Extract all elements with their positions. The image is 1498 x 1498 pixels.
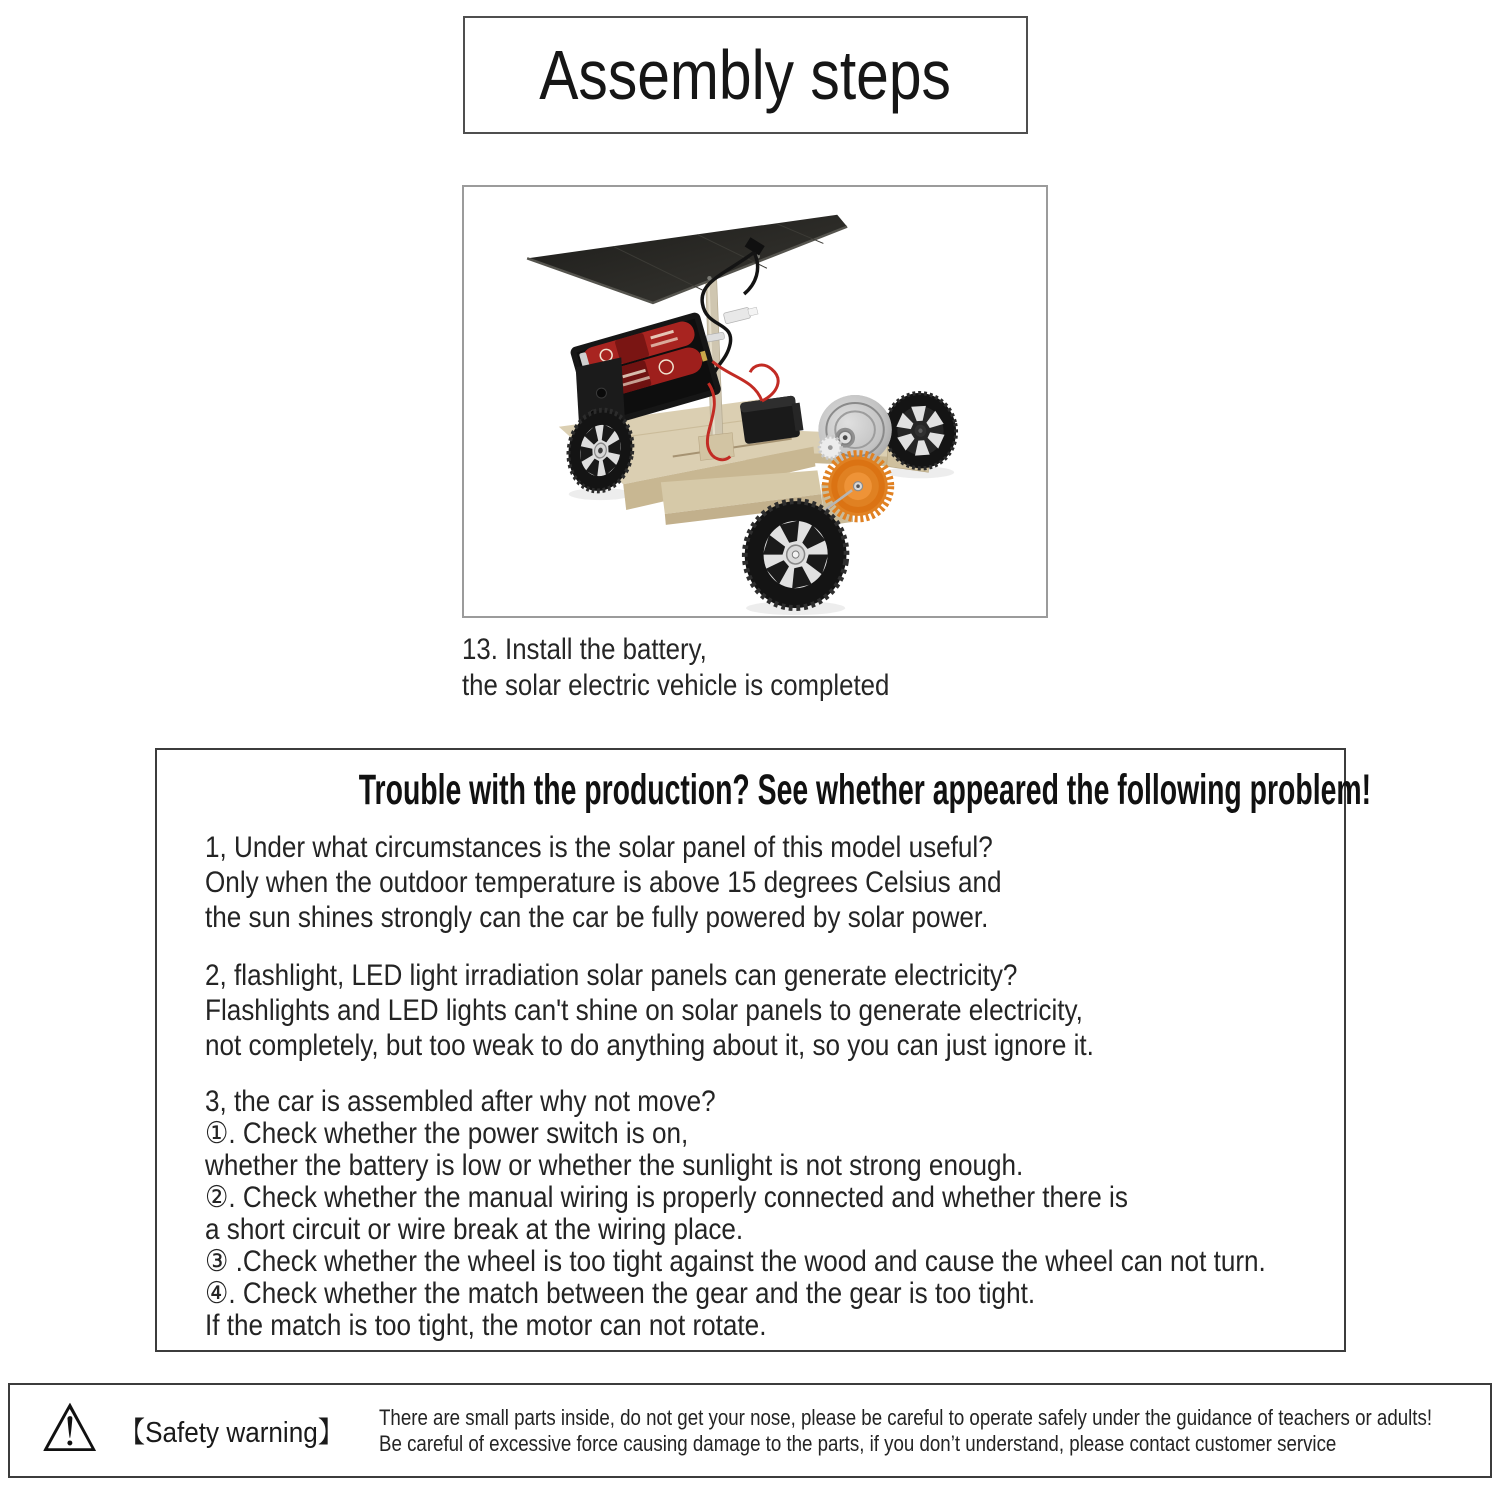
faq-paragraph-2	[205, 958, 1266, 1063]
pinion-gear	[819, 437, 841, 459]
text-line: ①. Check whether the power switch is on,	[205, 1117, 689, 1150]
caption-line: 13. Install the battery,	[462, 633, 707, 666]
safety-warning-bar	[8, 1383, 1492, 1478]
faq-paragraph-1	[205, 830, 1266, 935]
text-line: 1, Under what circumstances is the solar panel of this model useful?	[205, 831, 993, 864]
page-title: Assembly steps	[539, 36, 952, 114]
faq-paragraph-3	[205, 1086, 1266, 1342]
text-line: 2, flashlight, LED light irradiation solar panels can generate electricity?	[205, 959, 1018, 992]
text-line: whether the battery is low or whether the sunlight is not strong enough.	[205, 1149, 1024, 1182]
text-line: a short circuit or wire break at the wiring place.	[205, 1213, 744, 1246]
drive-gear	[825, 454, 890, 519]
text-line: There are small parts inside, do not get your nose, please be careful to operate safely under the guidance of teachers or adults!	[379, 1404, 1433, 1430]
title-box	[463, 16, 1028, 134]
text-line: Be careful of excessive force causing damage to the parts, if you don’t understand, please contact customer service	[379, 1430, 1337, 1456]
text-line: ②. Check whether the manual wiring is properly connected and whether there is	[205, 1181, 1128, 1214]
text-line: If the match is too tight, the motor can not rotate.	[205, 1309, 767, 1342]
step-caption	[462, 632, 889, 704]
text-line: ④. Check whether the match between the gear and the gear is too tight.	[205, 1277, 1036, 1310]
solar-car-illustration	[464, 187, 1046, 616]
text-line: the sun shines strongly can the car be fully powered by solar power.	[205, 901, 989, 934]
caption-line: the solar electric vehicle is completed	[462, 669, 890, 702]
troubleshooting-body	[205, 830, 1266, 1365]
product-photo-frame	[462, 185, 1048, 618]
safety-warning-text	[379, 1405, 1432, 1457]
motor	[740, 395, 805, 444]
text-line: 3, the car is assembled after why not move?	[205, 1085, 716, 1118]
text-line: Only when the outdoor temperature is above 15 degrees Celsius and	[205, 866, 1002, 899]
troubleshooting-box	[155, 748, 1372, 1352]
text-line: ③ .Check whether the wheel is too tight against the wood and cause the wheel can not turn.	[205, 1245, 1266, 1278]
safety-warning-label: 【Safety warning】	[119, 1417, 345, 1449]
warning-triangle-icon: ⚠	[40, 1389, 100, 1467]
holder-detail	[596, 388, 606, 398]
troubleshooting-heading: Trouble with the production? See whether appeared the following problem!	[358, 766, 1372, 814]
red-wire	[750, 365, 778, 401]
text-line: not completely, but too weak to do anything about it, so you can just ignore it.	[205, 1029, 1094, 1062]
power-switch	[723, 305, 758, 324]
panel-screw	[707, 276, 711, 280]
text-line: Flashlights and LED lights can't shine on solar panels to generate electricity,	[205, 994, 1083, 1027]
